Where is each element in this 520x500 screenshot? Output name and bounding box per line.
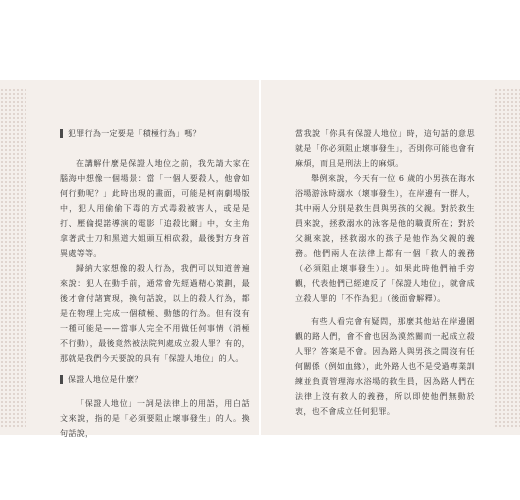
right-page <box>261 80 520 435</box>
dot-pattern-margin <box>0 88 26 427</box>
book-spread <box>0 80 520 438</box>
heading-bar-icon <box>60 129 63 138</box>
heading-bar-icon <box>60 375 63 384</box>
heading-text: 保證人地位是什麼？ <box>68 375 143 384</box>
section-heading-active-act <box>60 126 250 141</box>
right-text-column <box>295 126 475 419</box>
paragraph: 有些人看完會有疑問，那麼其他站在岸邊圍觀的路人們，會不會也因為漠然關而一起成立殺人罪？答案是不會。因為路人與男孩之間沒有任何關係（例如血緣），此外路人也不是受過專業訓練並負責管理海水浴場的救生員，因為路人們在法律上沒有救人的義務，所以即使他們無動於衷，也不會成立任何犯罪。 <box>295 317 475 416</box>
paragraph: 在講解什麼是保證人地位之前，我先請大家在腦海中想像一個場景：當「一個人要殺人，他會如何行動呢？」此時出現的畫面，可能是柯南劇場版中，犯人用偷偷下毒的方式毒殺被害人，或是是打、壓倫提諾導演的電影「追殺比爾」中，女主角拿著武士刀和黑道大姐頭互相砍殺，最後對方身首異處等等。 <box>60 159 250 258</box>
paragraph: 舉例來說，今天有一位 6 歲的小男孩在海水浴場游泳時溺水（壞事發生），在岸邊有一群人，其中兩人分別是救生員與男孩的父親。對於救生員來說，拯救溺水的泳客是他的職責所在；對於父親來說，拯救溺水的孩子是他作為父親的義務。他們兩人在法律上都有一個「救人的義務（必須阻止壞事發生）」。如果此時他們袖手旁觀，代表他們已經違反了「保證人地位」，就會成立殺人罪的「不作為犯」（後面會解釋）。 <box>295 174 475 303</box>
paragraph: 當我說「你具有保證人地位」時，這句話的意思就是「你必須阻止壞事發生」，否則你可能也會有麻煩，而且是刑法上的麻煩。 <box>295 129 475 168</box>
paragraph: 「保證人地位」一詞是法律上的用語，用白話文來說，指的是「必須要阻止壞事發生」的人。換句話說， <box>60 399 250 438</box>
left-text-column <box>60 126 250 441</box>
paragraph: 歸納大家想像的殺人行為，我們可以知道普遍來說：犯人在動手前，通常會先經過精心策劃，最後才會付諸實現，換句話說，以上的殺人行為，都是在物理上完成一個積極、動態的行為。但有沒有一種可能是——當事人完全不用做任何事情（消極不行動），最後竟然被法院判處成立殺人罪？有的，那就是我們今天要說的具有「保證人地位」的人。 <box>60 264 250 363</box>
section-heading-guarantor-status <box>60 372 250 387</box>
dot-pattern-margin <box>494 88 520 427</box>
heading-text: 犯罪行為一定要是「積極行為」嗎？ <box>68 129 201 138</box>
left-page <box>0 80 259 438</box>
